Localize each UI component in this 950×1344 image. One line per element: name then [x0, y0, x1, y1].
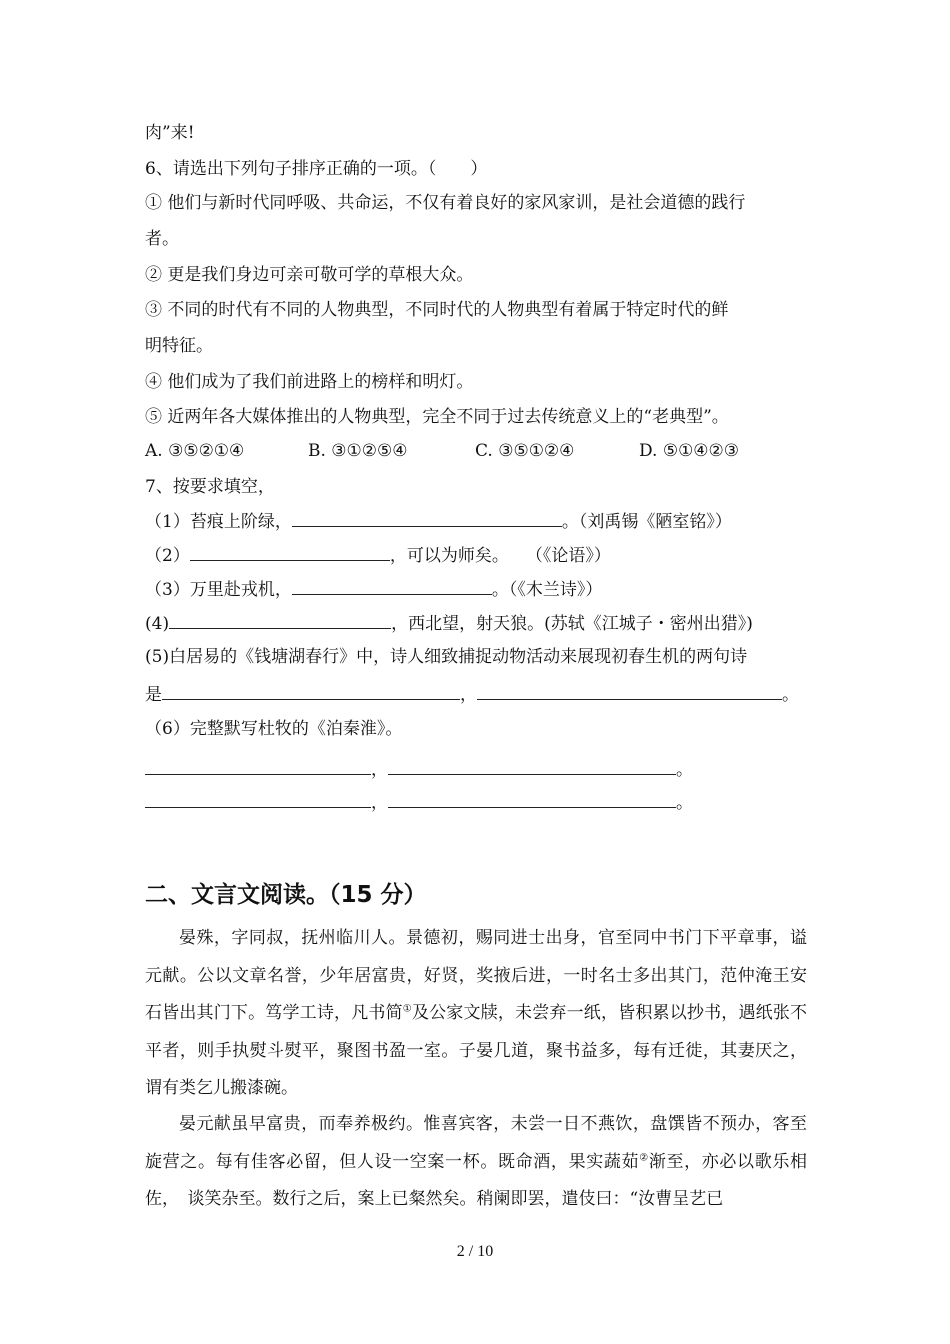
q6-sentence-1a: ① 他们与新时代同呼吸、共命运，不仅有着良好的家风家训，是社会道德的践行 — [145, 193, 746, 213]
q7-item-4-suffix: ，西北望，射天狼。(苏轼《江城子・密州出猎》) — [391, 614, 753, 634]
q7-item-5-prefix: 是 — [145, 685, 162, 705]
poem-line-2-comma: ， — [371, 793, 388, 813]
fill-blank-6a[interactable] — [145, 758, 371, 775]
option-b[interactable]: B. ③①②⑤④ — [308, 441, 408, 461]
passage-paragraph-1 — [145, 920, 807, 1108]
q7-item-1-prefix: （1）苔痕上阶绿， — [145, 512, 292, 532]
fill-blank-6d[interactable] — [388, 791, 676, 808]
poem-line-2 — [145, 791, 693, 814]
q7-item-3-suffix: 。（《木兰诗》） — [491, 580, 603, 600]
option-a[interactable]: A. ③⑤②①④ — [145, 441, 245, 461]
q7-item-5-period: 。 — [782, 685, 799, 705]
q7-item-1 — [145, 510, 732, 533]
passage-p1-part-b: 及公家文牍，未尝弃一纸，皆积累以抄书，遇纸张不平者，则手执熨斗熨平，聚图书盈一室。子晏几道，聚书益多，每有迁徙，其妻厌之，谓有类乞儿搬漆碗。 — [145, 1003, 808, 1099]
footnote-marker-1: ① — [402, 1003, 412, 1015]
fill-blank-5a[interactable] — [162, 683, 460, 700]
q7-item-4-prefix: (4) — [145, 614, 170, 634]
section-2-title: 二、文言文阅读。（15 分） — [145, 882, 427, 908]
passage-p2-part-a: 晏元献虽早富贵，而奉养极约。惟喜宾客，未尝一日不燕饮，盘馔皆不预办，客至旋营之。每有佳客必留，但人设一空案一杯。既命酒，果实蔬茹 — [145, 1114, 807, 1172]
q5-tail: 肉”来! — [145, 123, 195, 143]
q7-item-3 — [145, 578, 602, 601]
q7-item-5-comma: ， — [460, 685, 477, 705]
passage-p2-part-b: 渐至，亦必以歌乐相佐， 谈笑杂至。数行之后，案上已粲然矣。稍阑即罢，遣伎曰：“汝曹呈艺已 — [145, 1151, 808, 1210]
fill-blank-6b[interactable] — [388, 758, 676, 775]
poem-line-1-comma: ， — [371, 760, 388, 780]
option-c[interactable]: C. ③⑤①②④ — [475, 441, 575, 461]
page-number: 2 / 10 — [456, 1243, 494, 1260]
option-d[interactable]: D. ⑤①④②③ — [639, 441, 740, 461]
q6-sentence-2: ② 更是我们身边可亲可敬可学的草根大众。 — [145, 265, 474, 285]
q7-item-5b — [145, 683, 799, 706]
q7-item-3-prefix: （3）万里赴戎机， — [145, 580, 292, 600]
q7-item-4 — [145, 612, 753, 635]
q6-sentence-3a: ③ 不同的时代有不同的人物典型，不同时代的人物典型有着属于特定时代的鲜 — [145, 300, 729, 320]
q7-item-5a: (5)白居易的《钱塘湖春行》中，诗人细致捕捉动物活动来展现初春生机的两句诗 — [145, 647, 748, 667]
q6-sentence-3b: 明特征。 — [145, 336, 213, 356]
q7-item-2 — [145, 544, 611, 567]
fill-blank-5b[interactable] — [477, 683, 782, 700]
q6-sentence-4: ④ 他们成为了我们前进路上的榜样和明灯。 — [145, 372, 474, 392]
fill-blank-6c[interactable] — [145, 791, 371, 808]
fill-blank-2[interactable] — [190, 544, 390, 561]
fill-blank-3[interactable] — [292, 578, 492, 595]
footnote-marker-2: ② — [639, 1151, 649, 1163]
passage-p1-part-a: 晏殊，字同叔，抚州临川人。景德初，赐同进士出身，官至同中书门下平章事，谥元献。公以文章名誉，少年居富贵，好贤，奖掖后进，一时名士多出其门，范仲淹王安石皆出其门下。笃学工诗，凡书简 — [145, 928, 807, 1024]
q7-item-2-prefix: （2） — [145, 546, 190, 566]
poem-line-1-period: 。 — [676, 760, 693, 780]
q7-stem: 7、按要求填空， — [145, 477, 275, 497]
poem-line-1 — [145, 758, 693, 781]
q6-sentence-1b: 者。 — [145, 229, 179, 249]
fill-blank-1[interactable] — [292, 510, 562, 527]
fill-blank-4[interactable] — [169, 612, 391, 629]
poem-line-2-period: 。 — [676, 793, 693, 813]
passage-paragraph-2 — [145, 1106, 807, 1219]
q6-stem: 6、请选出下列句子排序正确的一项。（ ） — [145, 159, 488, 179]
q7-item-1-suffix: 。（刘禹锡《陋室铭》） — [561, 512, 732, 532]
q7-item-2-suffix: ，可以为师矣。 （《论语》） — [389, 546, 611, 566]
q7-item-6: （6）完整默写杜牧的《泊秦淮》。 — [145, 719, 403, 739]
q6-sentence-5: ⑤ 近两年各大媒体推出的人物典型，完全不同于过去传统意义上的“老典型”。 — [145, 407, 729, 427]
